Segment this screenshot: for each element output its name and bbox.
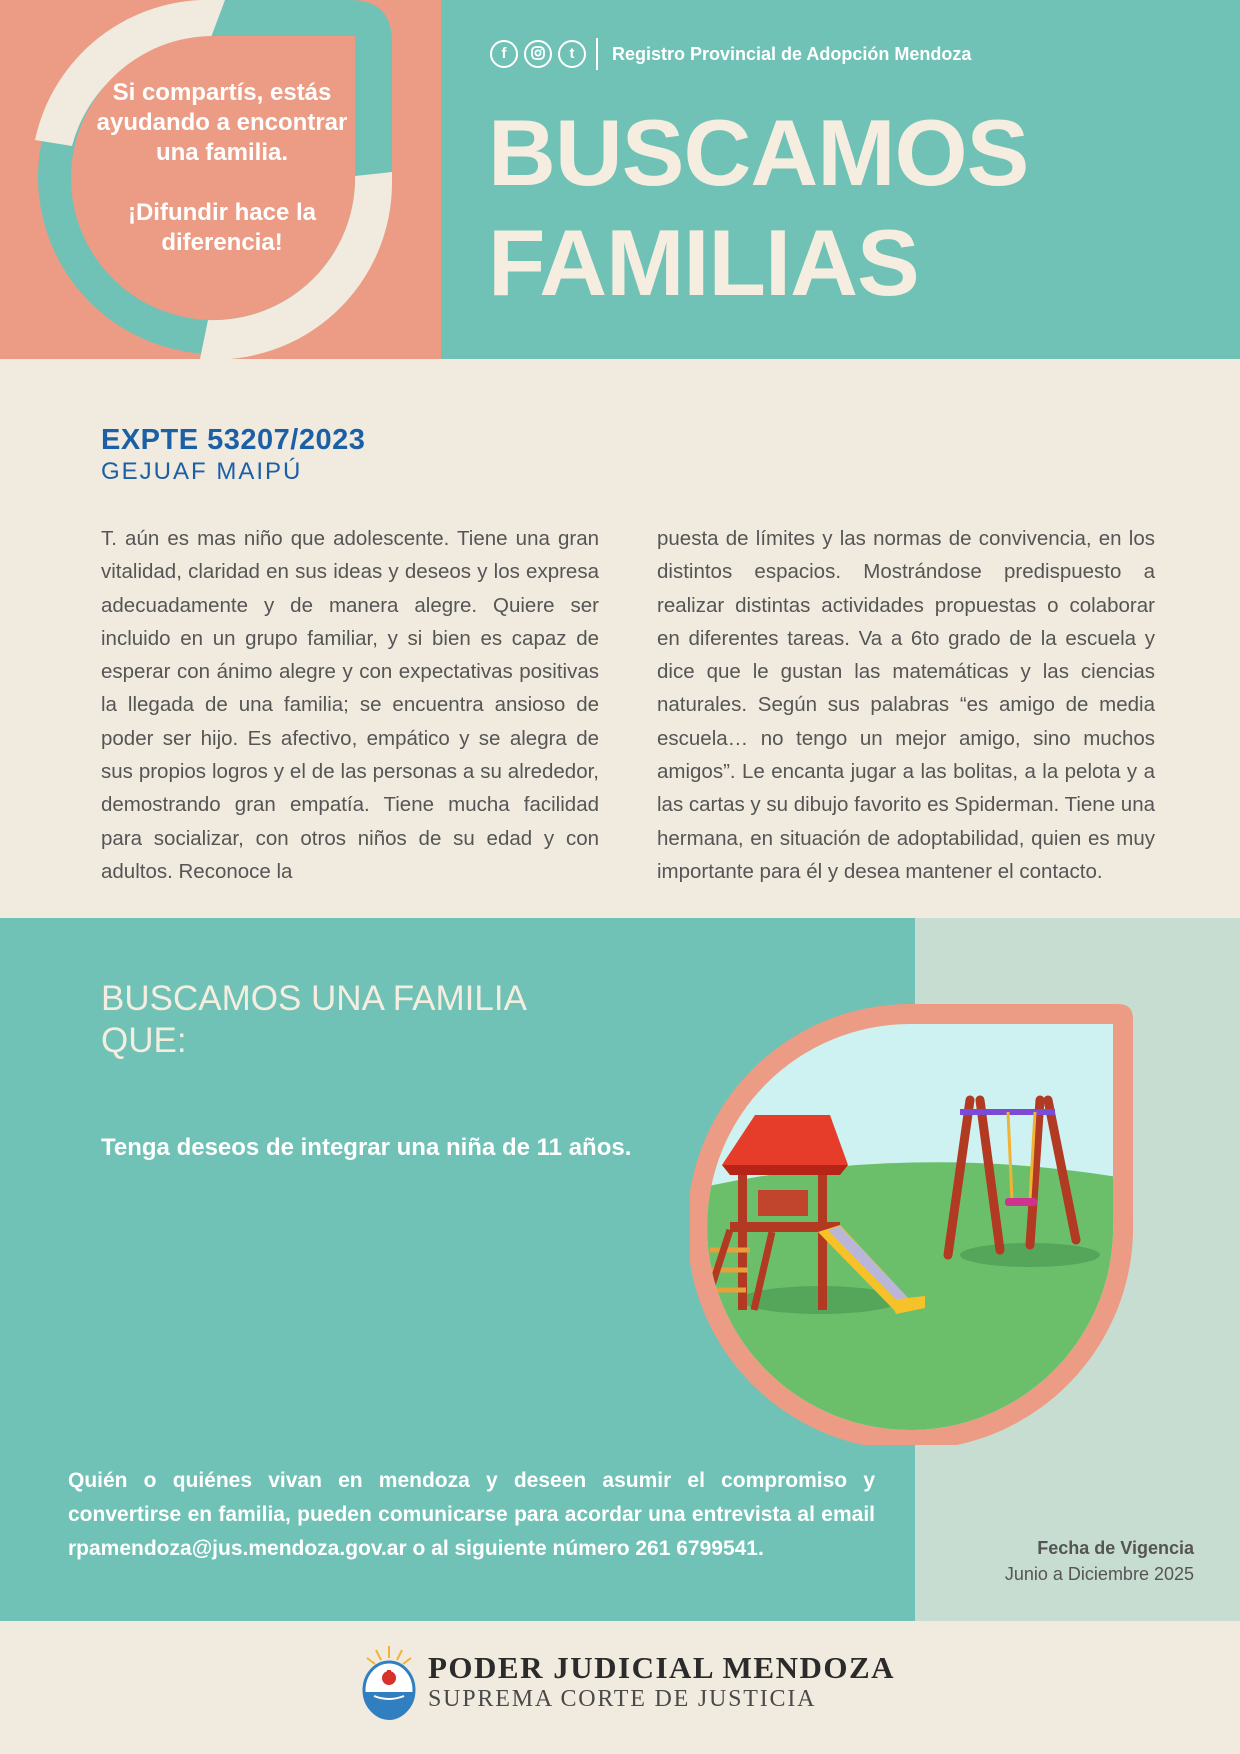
family-heading: BUSCAMOS UNA FAMILIA QUE: — [101, 979, 525, 1060]
share-cta: ¡Difundir hace la diferencia! — [127, 199, 317, 256]
tiktok-icon[interactable]: t — [558, 40, 586, 68]
family-requirement: Tenga deseos de integrar una niña de 11 años. — [101, 1134, 632, 1161]
facebook-icon[interactable]: f — [490, 40, 518, 68]
share-badge-text — [90, 78, 354, 258]
institution-name: PODER JUDICIAL MENDOZA — [428, 1650, 896, 1685]
title-line-1: BUSCAMOS — [488, 100, 1029, 205]
description-column-left: T. aún es mas niño que adolescente. Tiene una gran vitalidad, claridad en sus ideas y deseos y los expresa adecuadamente y de manera alegre. Quiere ser incluido en un grupo familiar, y si bien es capaz de esperar con ánimo alegre y con expectativas positivas la llegada de una familia; se encuentra ansioso de poder ser hijo. Es afectivo, empático y se alegra de sus propios logros y el de las personas a su alrededor, demostrando gran empatía. Tiene mucha facilidad para socializar, con otros niños de su edad y con adultos. Reconoce la — [101, 527, 599, 883]
coat-of-arms-icon — [360, 1644, 418, 1720]
social-links — [490, 38, 971, 70]
contact-info: Quién o quiénes vivan en mendoza y deseen asumir el compromiso y convertirse en familia, pueden comunicarse para acordar una entrevista al email rpamendoza@jus.mendoza.gov.ar o al siguiente número 261 6799541. — [68, 1469, 875, 1560]
instagram-icon[interactable] — [524, 40, 552, 68]
share-message: Si compartís, estás ayudando a encontrar una familia. — [96, 79, 348, 166]
organization-name: Registro Provincial de Adopción Mendoza — [612, 43, 972, 64]
page-title — [488, 98, 1028, 318]
title-line-2: FAMILIAS — [488, 210, 919, 315]
validity-label: Fecha de Vigencia — [1037, 1538, 1194, 1558]
footer-logo — [360, 1644, 895, 1720]
share-badge-panel — [0, 0, 441, 359]
court-name: GEJUAF MAIPÚ — [101, 458, 303, 485]
header-divider — [596, 38, 598, 70]
footer-text — [428, 1651, 895, 1713]
playground-illustration — [690, 1000, 1135, 1445]
description-column-right: puesta de límites y las normas de convivencia, en los distintos espacios. Mostrándose predispuesto a realizar distintas actividades propuestas o colaborar en diferentes tareas. Va a 6to grado de la escuela y dice que le gustan las matemáticas y las ciencias naturales. Según sus palabras “es amigo de media escuela… no tengo un mejor amigo, sino muchos amigos”. Le encanta jugar a las bolitas, a la pelota y a las cartas y su dibujo favorito es Spiderman. Tiene una hermana, en situación de adoptabilidad, quien es muy importante para él y desea mantener el contacto. — [657, 527, 1155, 883]
case-number: EXPTE 53207/2023 — [101, 424, 366, 456]
institution-subtitle: SUPREMA CORTE DE JUSTICIA — [428, 1686, 817, 1712]
validity-range: Junio a Diciembre 2025 — [1004, 1564, 1194, 1584]
